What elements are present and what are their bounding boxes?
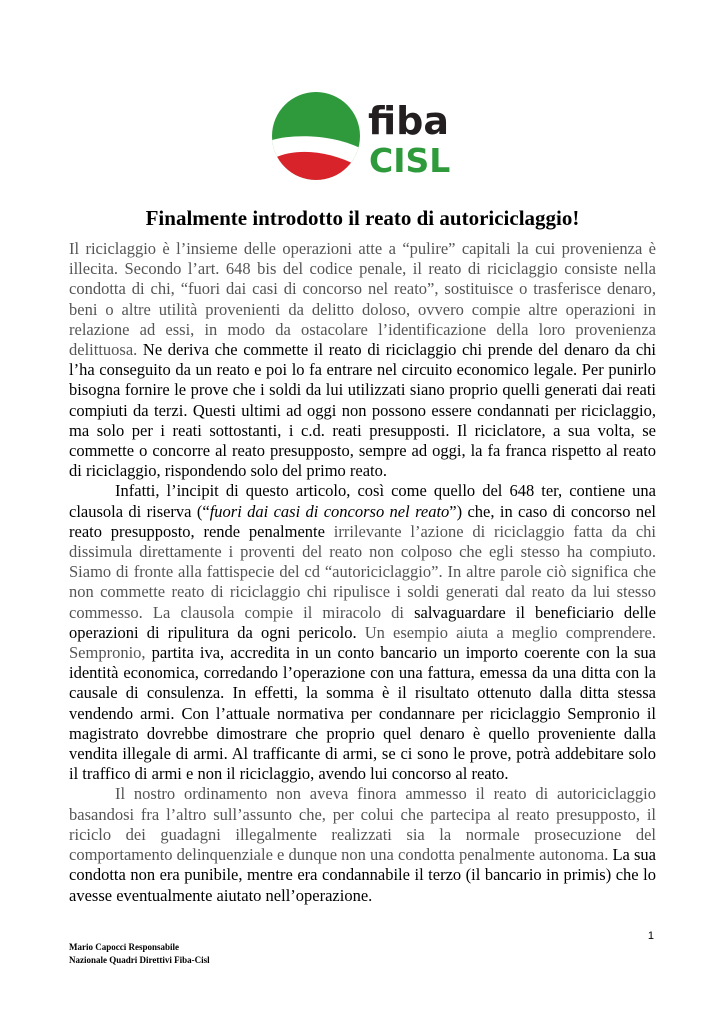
- paragraph-2-part-c: ”) che, in caso di concorso nel reato presupposto, rende penalmente: [69, 501, 656, 541]
- paragraph-2-part-e: salvaguardare il beneficiario delle operazioni di ripulitura da ogni pericolo.: [69, 602, 656, 642]
- paragraph-1-part-a: Il riciclaggio è l’insieme delle operazioni atte a “pulire” capitali la cui provenienza è illecita. Secondo l’art. 648 bis del codice penale, il reato di riciclaggio consiste nella condotta di chi, “fuori dai casi di concorso nel reato”, sostituisce o trasferisce denaro, beni o altre utilità provenienti da delitto doloso, ovvero compie altre operazioni in relazione ad essi, in modo da ostacolare l’identificazione della loro provenienza delittuosa.: [69, 239, 656, 360]
- footer-line-1: Mario Capocci Responsabile: [69, 942, 179, 952]
- paragraph-2-part-g: partita iva, accredita in un conto bancario un importo coerente con la sua identità economica, corredando l’operazione con una fattura, emessa da una ditta con la causale di consulenza. In effetti, la somma è il risultato ottenuto dalla ditta stessa vendendo armi. Con l’attuale normativa per condannare per riciclaggio Sempronio il magistrato dovrebbe dimostrare che proprio quel denaro è quello proveniente dalla vendita illegale di armi. Al trafficante di armi, se ci sono le prove, potrà addebitare solo il traffico di armi e non il riciclaggio, avendo lui concorso al reato.: [69, 643, 656, 784]
- logo-fiba-text: fiba: [368, 99, 450, 143]
- paragraph-2-quote: fuori dai casi di concorso nel reato: [209, 501, 450, 521]
- paragraph-3-part-a: Il nostro ordinamento non aveva finora ammesso il reato di autoriciclaggio basandosi fra l’altro sull’assunto che, per colui che partecipa al reato presupposto, il riciclo dei guadagni illegalmente realizzati sia la normale prosecuzione del comportamento delinquenziale e dunque non una condotta penalmente autonoma.: [69, 784, 656, 865]
- paragraph-3-part-b: La sua condotta non era punibile, mentre era condannabile il terzo (il bancario in primis) che lo avesse eventualmente aiutato nell’operazione.: [69, 845, 657, 905]
- document-title: Finalmente introdotto il reato di autoriciclaggio!: [145, 206, 580, 230]
- paragraph-2-part-d: irrilevante l’azione di riciclaggio fatta da chi dissimula direttamente i proventi del reato non colposo che egli stesso ha compiuto. Siamo di fronte alla fattispecie del cd “autoriciclaggio”. In altre parole ciò significa che non commette reato di riciclaggio chi ripulisce i soldi generati dal reato da lui stesso commesso. La clausola compie il miracolo di: [69, 521, 656, 622]
- document-body: [69, 239, 656, 906]
- fiba-cisl-logo-graphic: [272, 88, 462, 184]
- footer: [69, 941, 369, 967]
- paragraph-2-part-f: Un esempio aiuta a meglio comprendere. Sempronio,: [69, 622, 656, 663]
- fiba-cisl-logo: [272, 88, 462, 184]
- paragraph-1: [69, 239, 656, 481]
- page-number: 1: [647, 930, 654, 942]
- paragraph-2-part-a: Infatti, l’incipit di questo articolo, così come quello del 648 ter, contiene una clausola di riserva (“: [69, 481, 656, 521]
- paragraph-2: [69, 481, 656, 784]
- paragraph-3: [69, 784, 656, 905]
- logo-cisl-text: CISL: [369, 141, 451, 180]
- footer-line-2: Nazionale Quadri Direttivi Fiba-Cisl: [69, 955, 210, 965]
- paragraph-1-part-b: Ne deriva che commette il reato di riciclaggio chi prende del denaro da chi l’ha conseguito da un reato e poi lo fa entrare nel circuito economico legale. Per punirlo bisogna fornire le prove che i soldi da lui utilizzati siano proprio quelli generati dai reati compiuti da terzi. Questi ultimi ad oggi non possono essere condannati per riciclaggio, ma solo per i reati sottostanti, i c.d. reati presupposti. Il riciclatore, a sua volta, se commette o concorre al reato presupposto, sempre ad oggi, la fa franca rispetto al reato di riciclaggio, rispondendo solo del primo reato.: [69, 340, 656, 481]
